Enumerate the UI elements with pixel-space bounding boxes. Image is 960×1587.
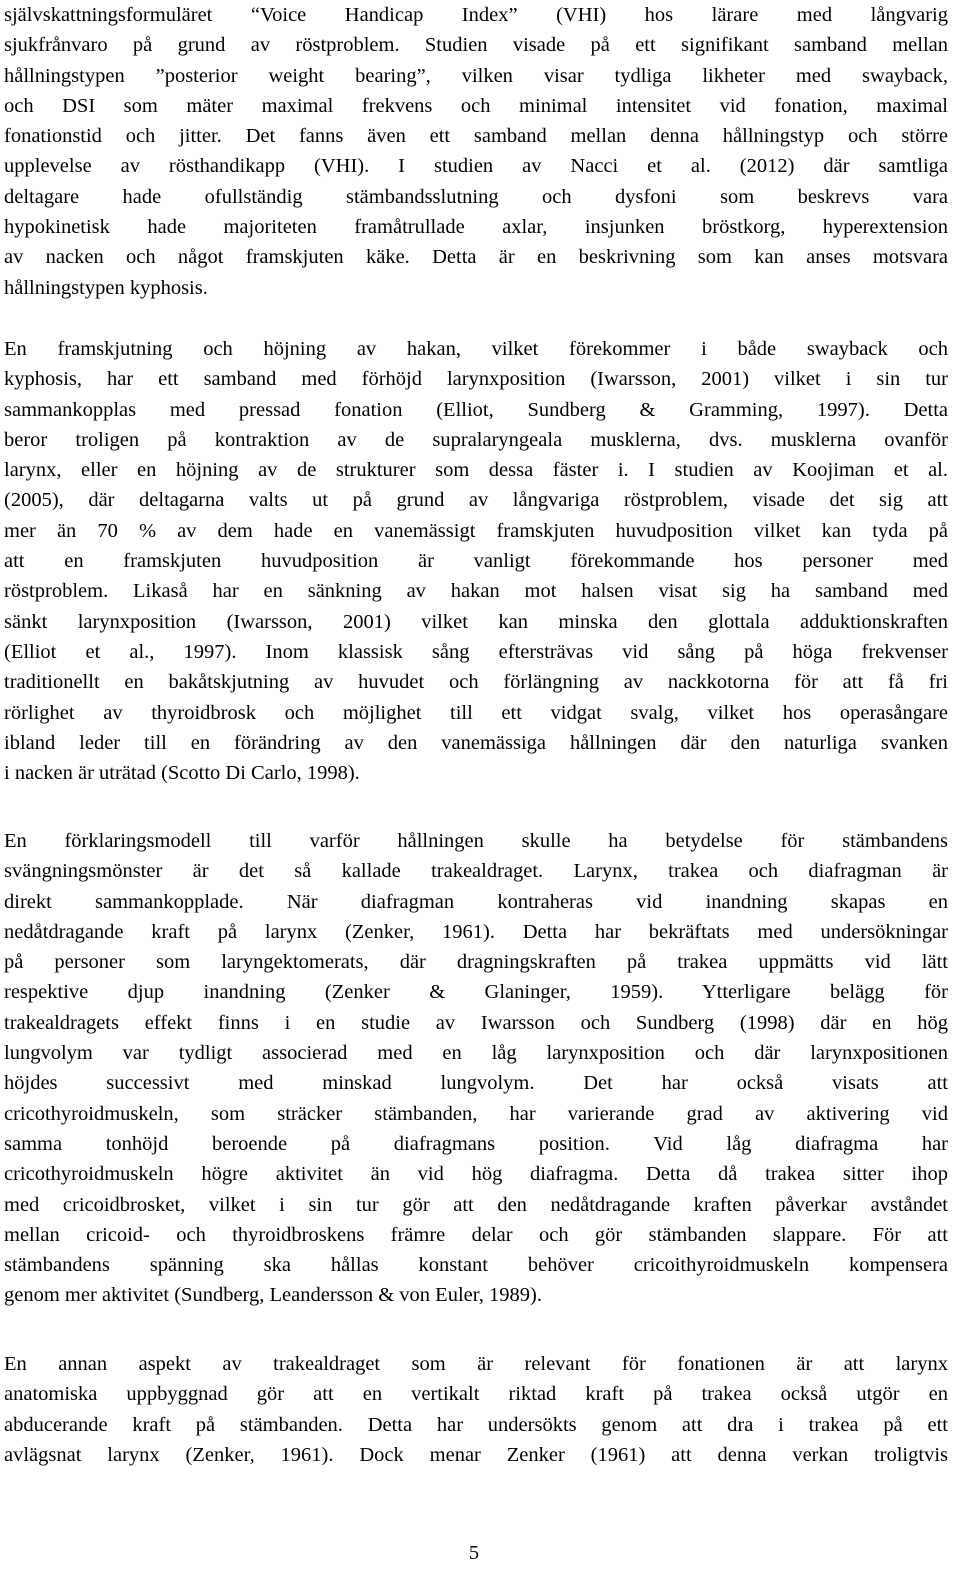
text-line: i nacken är uträtad (Scotto Di Carlo, 1998). — [4, 762, 360, 785]
text-line: cricothyroidmuskeln, som sträcker stämbanden, har varierande grad av aktivering vid — [4, 1102, 948, 1125]
text-line: upplevelse av rösthandikapp (VHI). I studien av Nacci et al. (2012) där samtliga — [4, 155, 948, 178]
text-line: höjdes successivt med minskad lungvolym. Det har också visats att — [4, 1072, 948, 1095]
paragraph-4 — [4, 1349, 948, 1470]
text-line: (2005), där deltagarna valts ut på grund av långvariga röstproblem, visade det sig att — [4, 489, 948, 512]
text-line: samma tonhöjd beroende på diafragmans position. Vid låg diafragma har — [4, 1132, 948, 1155]
text-line: genom mer aktivitet (Sundberg, Leandersson & von Euler, 1989). — [4, 1284, 542, 1307]
page-number: 5 — [468, 1542, 480, 1564]
text-line: direkt sammankopplade. När diafragman kontraheras vid inandning skapas en — [4, 890, 948, 913]
text-line: och DSI som mäter maximal frekvens och minimal intensitet vid fonation, maximal — [4, 94, 948, 117]
text-line: hållningstypen ”posterior weight bearing”, vilken visar tydliga likheter med swayback, — [4, 64, 948, 87]
text-line: En annan aspekt av trakealdraget som är relevant för fonationen är att larynx — [4, 1353, 948, 1375]
text-line: fonationstid och jitter. Det fanns även ett samband mellan denna hållningstyp och större — [4, 125, 948, 148]
text-line: ibland leder till en förändring av den vanemässiga hållningen där den naturliga svanken — [4, 731, 948, 754]
text-line: att en framskjuten huvudposition är vanligt förekommande hos personer med — [4, 550, 948, 573]
text-line: mer än 70 % av dem hade en vanemässigt framskjuten huvudposition vilket kan tyda på — [4, 519, 948, 542]
text-line: sammankopplas med pressad fonation (Elliot, Sundberg & Gramming, 1997). Detta — [4, 398, 948, 421]
text-line: sjukfrånvaro på grund av röstproblem. Studien visade på ett signifikant samband mellan — [4, 34, 948, 57]
text-line: självskattningsformuläret “Voice Handicap Index” (VHI) hos lärare med långvarig — [4, 4, 948, 26]
text-line: abducerande kraft på stämbanden. Detta har undersökts genom att dra i trakea på ett — [4, 1413, 948, 1436]
text-line: beror troligen på kontraktion av de supralaryngeala musklerna, dvs. musklerna ovanför — [4, 428, 948, 451]
text-line: respektive djup inandning (Zenker & Glaninger, 1959). Ytterligare belägg för — [4, 981, 948, 1004]
paragraph-1 — [4, 0, 948, 303]
text-line: nedåtdragande kraft på larynx (Zenker, 1961). Detta har bekräftats med undersökningar — [4, 920, 948, 943]
text-line: lungvolym var tydligt associerad med en låg larynxposition och där larynxpositionen — [4, 1042, 948, 1065]
text-line: En framskjutning och höjning av hakan, vilket förekommer i både swayback och — [4, 338, 948, 360]
text-line: cricothyroidmuskeln högre aktivitet än vid hög diafragma. Detta då trakea sitter ihop — [4, 1163, 948, 1186]
text-line: (Elliot et al., 1997). Inom klassisk sång eftersträvas vid sång på höga frekvenser — [4, 640, 948, 663]
text-line: svängningsmönster är det så kallade trakealdraget. Larynx, trakea och diafragman är — [4, 860, 948, 883]
text-line: avlägsnat larynx (Zenker, 1961). Dock menar Zenker (1961) att denna verkan troligtvis — [4, 1443, 948, 1466]
text-line: sänkt larynxposition (Iwarsson, 2001) vilket kan minska den glottala adduktionskraften — [4, 610, 948, 633]
text-line: larynx, eller en höjning av de strukturer som dessa fäster i. I studien av Koojiman et al. — [4, 459, 948, 482]
text-line: röstproblem. Likaså har en sänkning av hakan mot halsen visat sig ha samband med — [4, 580, 948, 603]
paragraph-2 — [4, 334, 948, 788]
text-line: av nacken och något framskjuten käke. Detta är en beskrivning som kan anses motsvara — [4, 246, 948, 269]
text-line: trakealdragets effekt finns i en studie av Iwarsson och Sundberg (1998) där en hög — [4, 1011, 948, 1034]
text-line: mellan cricoid- och thyroidbroskens främre delar och gör stämbanden slappare. För att — [4, 1223, 948, 1246]
text-line: deltagare hade ofullständig stämbandsslutning och dysfoni som beskrevs vara — [4, 185, 948, 208]
text-line: traditionellt en bakåtskjutning av huvudet och förlängning av nackkotorna för att få fri — [4, 671, 948, 694]
text-line: stämbandens spänning ska hållas konstant behöver cricoithyroidmuskeln kompensera — [4, 1254, 948, 1277]
text-line: hållningstypen kyphosis. — [4, 276, 208, 299]
text-line: med cricoidbrosket, vilket i sin tur gör att den nedåtdragande kraften påverkar avståndet — [4, 1193, 948, 1216]
text-line: anatomiska uppbyggnad gör att en vertikalt riktad kraft på trakea också utgör en — [4, 1383, 948, 1406]
text-line: kyphosis, har ett samband med förhöjd larynxposition (Iwarsson, 2001) vilket i sin tur — [4, 368, 948, 391]
text-line: En förklaringsmodell till varför hållningen skulle ha betydelse för stämbandens — [4, 830, 948, 852]
text-line: rörlighet av thyroidbrosk och möjlighet till ett vidgat svalg, vilket hos operasångare — [4, 701, 948, 724]
paragraph-3 — [4, 826, 948, 1311]
text-line: på personer som laryngektomerats, där dragningskraften på trakea uppmätts vid lätt — [4, 951, 948, 974]
text-line: hypokinetisk hade majoriteten framåtrullade axlar, insjunken bröstkorg, hyperextension — [4, 216, 948, 239]
